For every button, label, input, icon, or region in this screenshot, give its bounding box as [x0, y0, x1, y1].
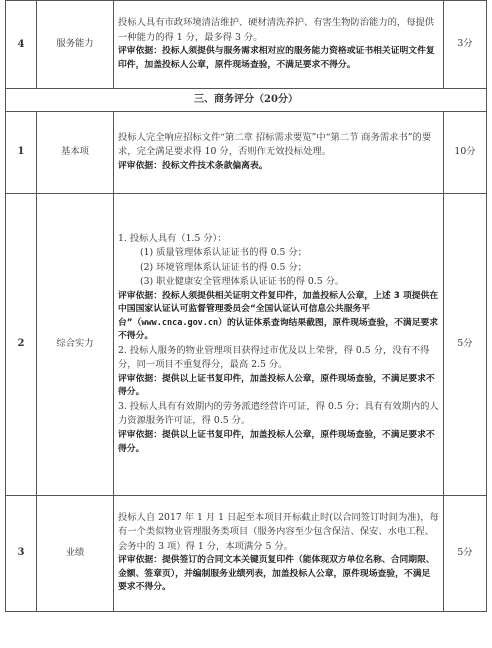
item-description: 投标人完全响应招标文件“第二章 招标需求要览”中“第二节 商务需求书”的要求，完全满足要求得 10 分，否则作无效投标处理。 — [118, 131, 432, 158]
row-number: 1 — [6, 111, 37, 193]
item-content — [114, 495, 444, 611]
item-subline: (2) 环境管理体系认证证书的得 0.5 分； — [140, 261, 307, 273]
row-number: 4 — [6, 1, 37, 89]
item-name: 基本项 — [37, 111, 114, 193]
review-criteria: 评审依据：提供签订的合同文本关键页复印件（能体现双方单位名称、合同期限、金额、签章页），并编制服务业绩列表，加盖投标人公章，原件现场查验，不满足要求不得分。 — [118, 555, 435, 593]
item-description: 投标人具有市政环境清洁维护、硬材清洗养护、有害生物防治能力的，每提供一种能力的得 1 分，最多得 3 分。 — [118, 17, 435, 43]
cnca-url: www.cnca.gov.cn — [141, 317, 219, 328]
item-content — [114, 193, 444, 495]
criteria-text: 评审依据：投标人须提供相关证明文件复印件，加盖投标人公章，上述 3 项提供在中国国家认证认可监督管理委员会“全国认证认可信息公共服务平台”（ — [118, 290, 439, 328]
table-row — [6, 1, 487, 89]
item-score: 3分 — [444, 1, 487, 89]
item-line: 1. 投标人具有（1.5 分）： — [118, 232, 227, 244]
item-content — [114, 1, 444, 89]
item-score: 10分 — [444, 111, 487, 193]
item-subline: (3) 职业健康安全管理体系认证证书的得 0.5 分。 — [140, 276, 345, 288]
review-criteria: 评审依据：提供以上证书复印件，加盖投标人公章，原件现场查验，不满足要求不得分。 — [118, 429, 435, 454]
table-row — [6, 193, 487, 495]
criteria-text: ）的认证体系查询结果截图，原件现场查验，不满足要求不得分。 — [118, 317, 439, 342]
review-criteria: 评审依据：投标文件技术条款偏离表。 — [118, 160, 268, 171]
row-number: 2 — [6, 193, 37, 495]
item-name: 综合实力 — [37, 193, 114, 495]
item-score: 5分 — [444, 193, 487, 495]
table-row — [6, 495, 487, 611]
item-description: 投标人自 2017 年 1 月 1 日起至本项目开标截止时(以合同签订时间为准)，每有一个类似物业管理服务类项目（服务内容至少包含保洁、保安、水电工程、会务中的 3 项）得 1 分，本项满分 5 分。 — [118, 511, 439, 552]
review-criteria — [118, 290, 439, 345]
table-row — [6, 111, 487, 193]
section-title: 三、商务评分（20分） — [6, 89, 487, 112]
item-name: 服务能力 — [37, 1, 114, 89]
item-line: 2. 投标人服务的物业管理项目获得过市优及以上荣誉，得 0.5 分，没有不得分，同一项目不重复得分，最高 2.5 分。 — [118, 345, 430, 371]
review-criteria: 评审依据：提供以上证书复印件，加盖投标人公章，原件现场查验，不满足要求不得分。 — [118, 373, 435, 398]
item-name: 业绩 — [37, 495, 114, 611]
item-line: 3. 投标人具有有效期内的劳务派遣经营许可证，得 0.5 分；具有有效期内的人力资源服务许可证，得 0.5 分。 — [118, 401, 439, 427]
row-number: 3 — [6, 495, 37, 611]
item-score: 5分 — [444, 495, 487, 611]
section-header-row — [6, 89, 487, 112]
item-content — [114, 111, 444, 193]
review-criteria: 评审依据：投标人须提供与服务需求相对应的服务能力资格或证书相关证明文件复印件，加盖投标人公章，原件现场查验，不满足要求不得分。 — [118, 46, 435, 70]
scoring-table — [5, 0, 487, 612]
item-subline: (1) 质量管理体系认证证书的得 0.5 分； — [140, 247, 307, 259]
